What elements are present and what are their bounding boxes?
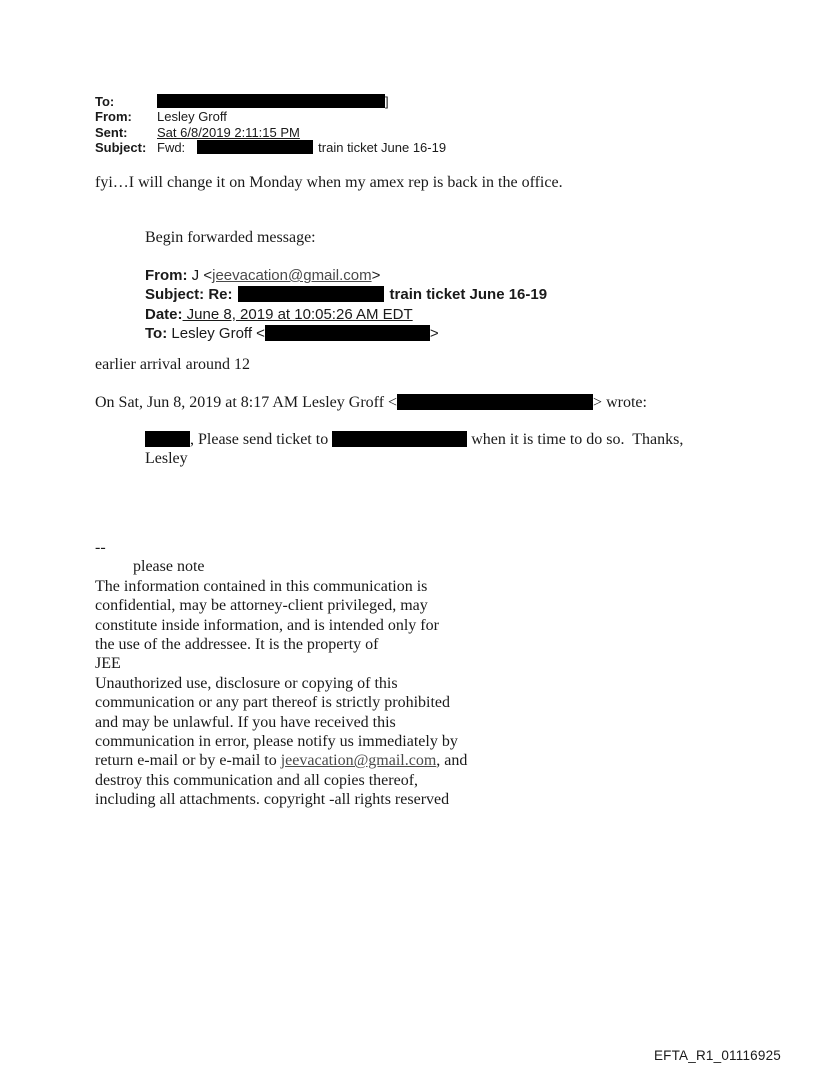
disclaimer-line: destroy this communication and all copies thereof, [95,771,419,789]
subject-prefix: Fwd: [157,140,186,156]
header-row-to [95,94,446,109]
forwarded-to-label: To: [145,325,168,343]
body-intro-text: fyi…I will change it on Monday when my amex rep is back in the office. [95,174,563,191]
disclaimer-line: The information contained in this communication is [95,577,428,595]
forwarded-date-row [145,305,547,324]
email-link[interactable]: jeevacation@gmail.com [212,267,372,284]
redaction-bar [397,394,593,410]
quote-attribution [95,394,647,412]
subject-suffix: train ticket June 16-19 [318,140,447,156]
disclaimer-link-line [95,751,467,770]
forwarded-header [145,266,547,344]
forwarded-from-label: From: [145,267,188,284]
forwarded-to-row [145,324,547,343]
disclaimer-line: Unauthorized use, disclosure or copying of this [95,674,398,692]
disclaimer-line: and may be unlawful. If you have received this [95,713,396,731]
bates-number: EFTA_R1_01116925 [653,1048,781,1063]
redaction-bar [197,140,313,154]
disclaimer-line: including all attachments. copyright -all rights reserved [95,791,450,809]
forwarded-from-row [145,266,547,285]
disclaimer-line: communication or any part thereof is strictly prohibited [95,694,451,712]
to-suffix: ] [385,94,389,109]
disclaimer-line: JEE [95,655,121,673]
sent-value: Sat 6/8/2019 2:11:15 PM [157,124,300,140]
signature-note: please note [133,558,205,576]
forwarded-date-value: June 8, 2019 at 10:05:26 AM EDT [182,305,413,323]
forwarded-subject-label: Subject: Re: [145,286,233,304]
quoted-segment-1: , Please send ticket to [190,431,333,448]
email-header [95,94,446,156]
forwarded-date-label: Date: [145,305,183,323]
from-label: From: [95,109,132,125]
forwarded-to-name: Lesley Groff < [167,325,265,343]
from-value: Lesley Groff [157,109,227,125]
to-label: To: [95,94,115,109]
sent-label: Sent: [95,124,128,140]
disclaimer-link-after: , and [436,752,468,770]
forwarded-subject-suffix: train ticket June 16-19 [389,286,548,304]
email-link[interactable]: jeevacation@gmail.com [280,752,437,770]
header-row-subject [95,140,446,155]
quoted-line-2: Lesley [145,450,188,468]
forwarded-to-close: > [429,325,439,343]
disclaimer-line: confidential, may be attorney-client privileged, may [95,597,428,615]
redaction-bar [157,94,385,108]
disclaimer-link-before: return e-mail or by e-mail to [95,752,281,770]
redaction-bar [265,325,430,341]
header-row-sent [95,125,446,140]
redaction-bar [238,286,384,302]
forwarded-from-close: > [371,267,381,284]
disclaimer-line: communication in error, please notify us immediately by [95,733,458,751]
quoted-segment-2: when it is time to do so. Thanks, [467,431,684,448]
reply-text: earlier arrival around 12 [95,356,251,373]
redaction-bar [332,431,467,447]
signature-disclaimer [95,538,467,810]
disclaimer-line: the use of the addressee. It is the property of [95,636,379,654]
forwarded-from-name: J < [187,267,213,284]
subject-label: Subject: [95,140,147,156]
quote-attribution-after: > wrote: [593,394,647,411]
quote-attribution-before: On Sat, Jun 8, 2019 at 8:17 AM Lesley Groff < [95,394,398,411]
signature-divider: -- [95,539,106,556]
quoted-line-1 [145,430,690,449]
quoted-message [145,430,690,469]
header-row-from [95,109,446,124]
begin-forwarded-label: Begin forwarded message: [145,229,316,246]
redaction-bar [145,431,190,447]
forwarded-subject-row [145,285,547,304]
disclaimer-line: constitute inside information, and is intended only for [95,616,439,634]
